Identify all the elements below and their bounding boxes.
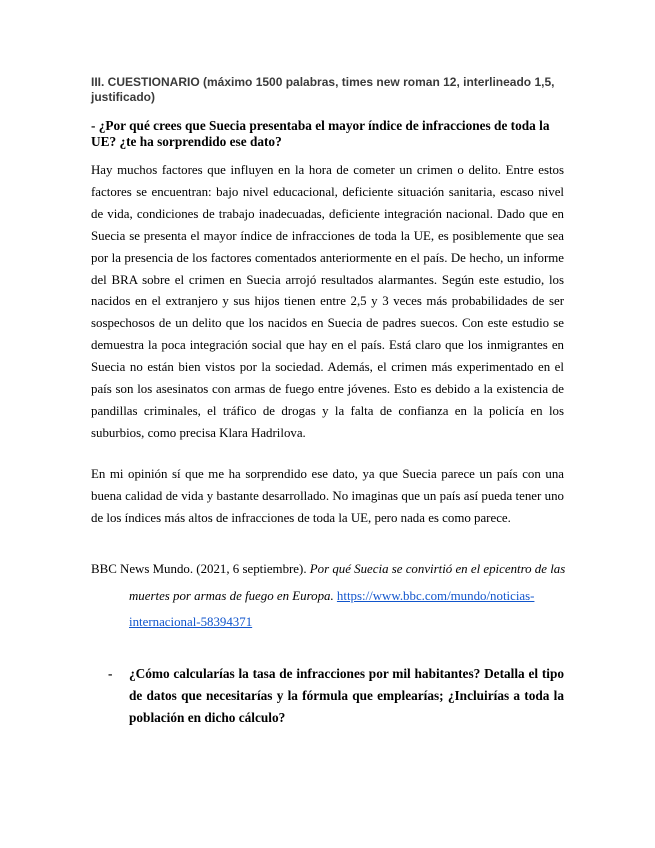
question-1: - ¿Por qué crees que Suecia presentaba el mayor índice de infracciones de toda la UE? ¿te ha sorprendido ese dato? <box>91 118 550 149</box>
question-2-bullet: - <box>108 666 113 681</box>
reference-link[interactable]: https://www.bbc.com/mundo/noticias-internacional-58394371 <box>129 588 535 629</box>
section-heading: III. CUESTIONARIO (máximo 1500 palabras, times new roman 12, interlineado 1,5, justificado) <box>91 75 555 104</box>
question-2-text: ¿Cómo calcularías la tasa de infracciones por mil habitantes? Detalla el tipo de datos que necesitarías y la fórmula que emplearías; ¿Incluirías a toda la población en dicho cálculo? <box>129 666 564 725</box>
reference-title: Por qué Suecia se convirtió en el epicentro de las muertes por armas de fuego en Europa. <box>129 562 566 603</box>
opinion-paragraph: En mi opinión sí que me ha sorprendido ese dato, ya que Suecia parece un país con una buena calidad de vida y bastante desarrollado. No imaginas que un país así pueda tener uno de los índices más altos de infracciones de toda la UE, pero nada es como parece. <box>91 467 564 525</box>
bibliographic-reference <box>91 556 602 636</box>
answer-1-paragraph: Hay muchos factores que influyen en la hora de cometer un crimen o delito. Entre estos factores se encuentran: bajo nivel educacional, deficiente situación sanitaria, escaso nivel de vida, condiciones de trabajo inadecuadas, deficiente integración nacional. Dado que en Suecia se presenta el mayor índice de infracciones de toda la UE, es posiblemente que sea por la presencia de los factores comentados anteriormente en el país. De hecho, un informe del BRA sobre el crimen en Suecia arrojó resultados alarmantes. Según este estudio, los nacidos en el extranjero y sus hijos tienen entre 2,5 y 3 veces más probabilidades de ser sospechosos de un delito que los nacidos en Suecia de padres suecos. Con este estudio se demuestra la poca integración social que hay en el país. Está claro que los inmigrantes en Suecia no están bien vistos por la sociedad. Además, el crimen más experimentado en el país son los asesinatos con armas de fuego entre jóvenes. Esto es debido a la existencia de pandillas criminales, el tráfico de drogas y la falta de confianza en la policía en los suburbios, como precisa Klara Hadrilova. <box>91 163 564 440</box>
reference-author-date: BBC News Mundo. (2021, 6 septiembre). <box>91 562 310 576</box>
